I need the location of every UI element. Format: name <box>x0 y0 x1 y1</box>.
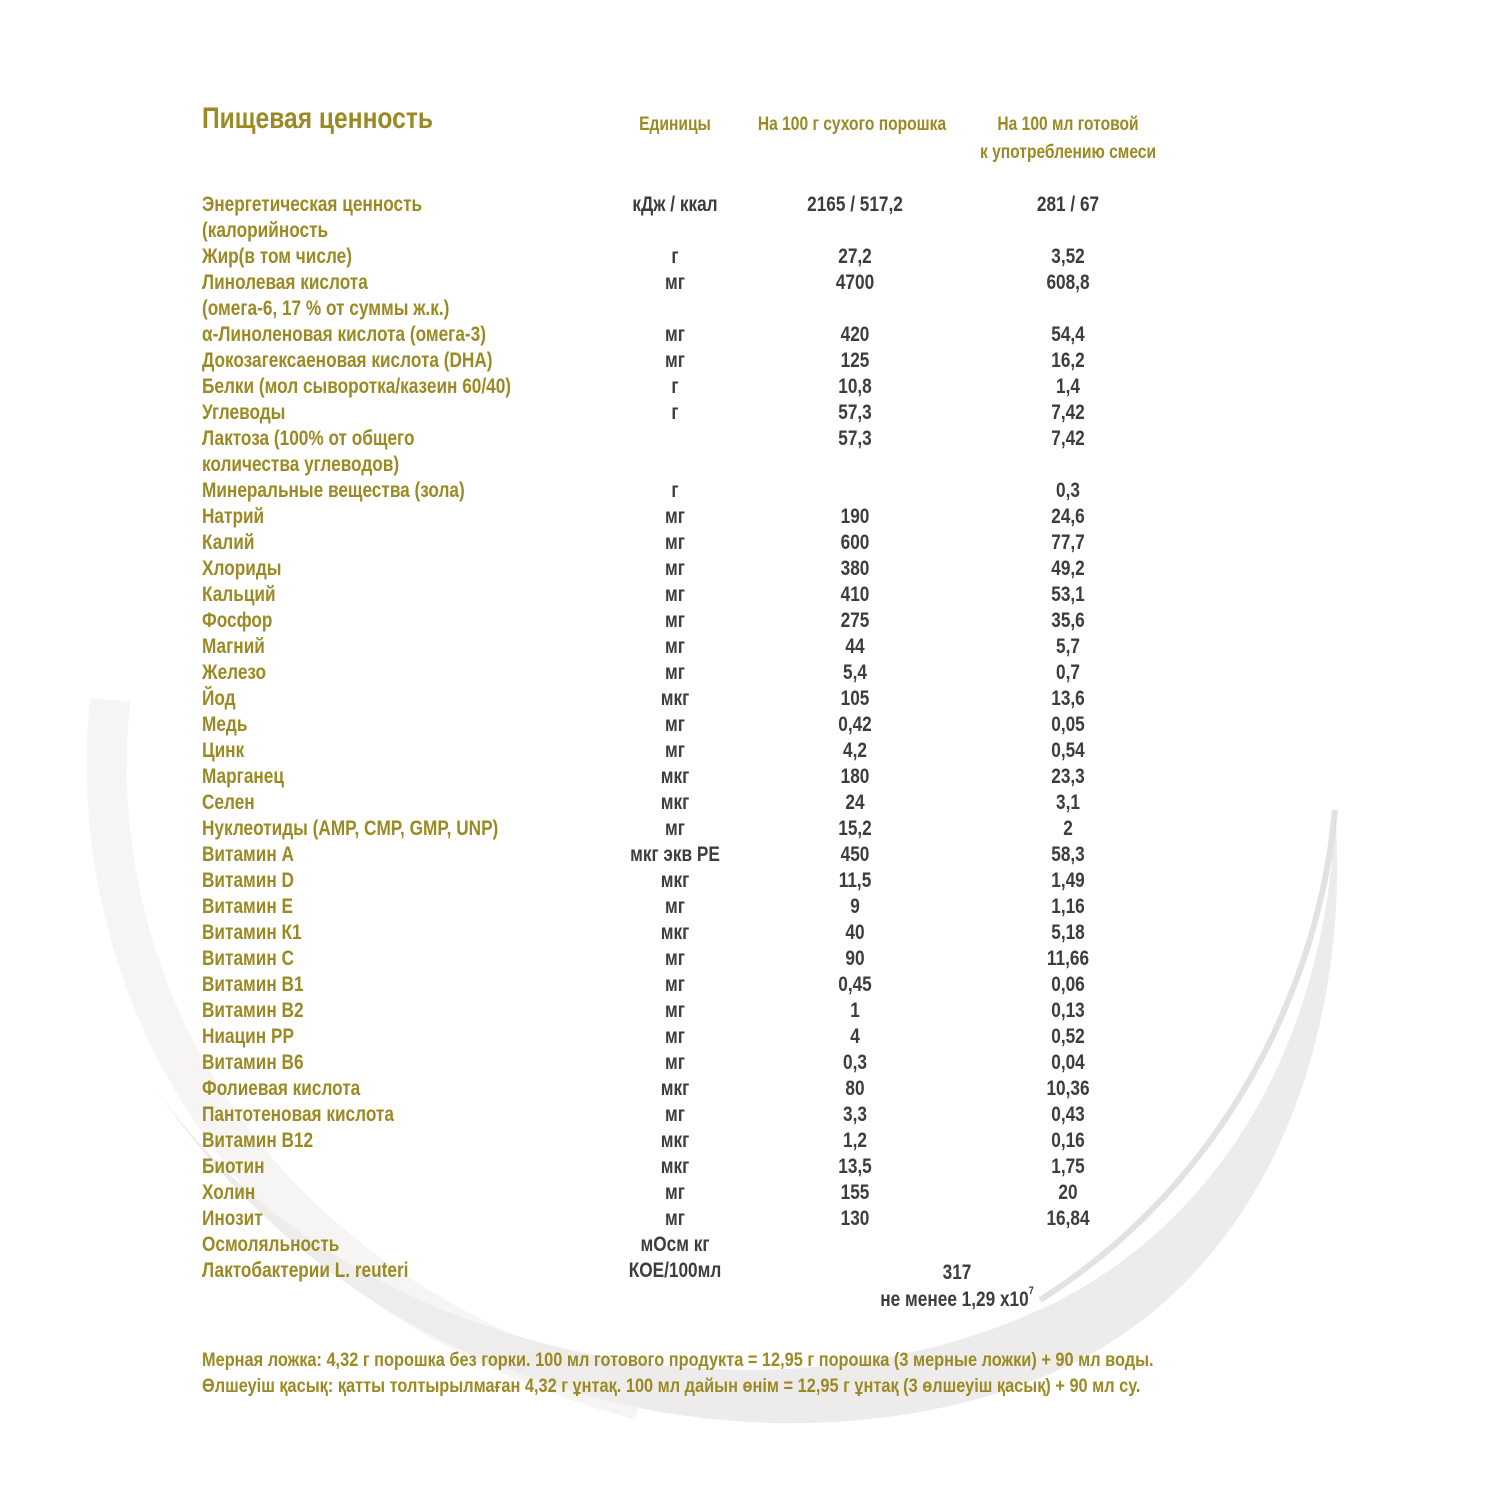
value-per-100g: 11,5 <box>838 869 872 892</box>
value-per-100ml: 53,1 <box>1051 583 1085 606</box>
value-per-100g: 2165 / 517,2 <box>807 193 903 216</box>
nutrient-name: Линолевая кислота <box>202 271 368 294</box>
nutrient-name: Ниацин РР <box>202 1025 294 1048</box>
nutrient-name: Витамин D <box>202 869 294 892</box>
value-per-100g: 0,45 <box>838 973 872 996</box>
value-per-100g: 1,2 <box>843 1129 867 1152</box>
value-per-100ml: 608,8 <box>1046 271 1090 294</box>
value-per-100g: 155 <box>840 1181 870 1204</box>
value-per-100ml: 7,42 <box>1051 401 1085 424</box>
value-per-100g: 13,5 <box>838 1155 872 1178</box>
header-per-100ml-line2: к употреблению смеси <box>979 142 1157 163</box>
value-per-100g: 600 <box>840 531 870 554</box>
value-per-100g: 44 <box>845 635 865 658</box>
value-per-100g: 15,2 <box>838 817 872 840</box>
page-title: Пищевая ценность <box>202 102 433 135</box>
nutrient-unit: мкг <box>660 869 690 892</box>
value-per-100ml: 16,84 <box>1046 1207 1090 1230</box>
nutrient-name: Железо <box>202 661 267 684</box>
nutrient-name: Витамин С <box>202 947 294 970</box>
value-per-100ml: 54,4 <box>1051 323 1085 346</box>
nutrient-unit: мг <box>665 349 685 372</box>
value-per-100ml: 0,13 <box>1051 999 1085 1022</box>
nutrient-unit: мг <box>665 1207 685 1230</box>
value-per-100ml: 1,49 <box>1051 869 1085 892</box>
nutrient-unit: мг <box>665 817 685 840</box>
value-per-100g: 4,2 <box>843 739 867 762</box>
value-per-100g: 4 <box>850 1025 860 1048</box>
nutrient-unit: мг <box>665 1181 685 1204</box>
nutrient-name: Витамин В1 <box>202 973 304 996</box>
nutrient-name: Витамин Е <box>202 895 294 918</box>
value-per-100ml: 7,42 <box>1051 427 1085 450</box>
nutrient-unit: мг <box>665 1025 685 1048</box>
nutrient-unit: мкг <box>660 765 690 788</box>
value-per-100ml: 0,06 <box>1051 973 1085 996</box>
nutrient-unit: мг <box>665 635 685 658</box>
value-per-100g: 0,42 <box>838 713 872 736</box>
value-per-100ml: 77,7 <box>1051 531 1085 554</box>
nutrient-name: Марганец <box>202 765 284 788</box>
osmolality-value: 317 <box>942 1261 972 1284</box>
nutrient-name: Натрий <box>202 505 265 528</box>
value-per-100g: 450 <box>840 843 870 866</box>
nutrient-name: Углеводы <box>202 401 286 424</box>
value-per-100g: 275 <box>840 609 870 632</box>
value-per-100ml: 16,2 <box>1051 349 1085 372</box>
nutrient-unit: мкг <box>660 921 690 944</box>
nutrient-unit: мг <box>665 1103 685 1126</box>
nutrient-name: α-Линоленовая кислота (омега-3) <box>202 323 486 346</box>
value-per-100g: 9 <box>850 895 860 918</box>
nutrient-name: Инозит <box>202 1207 263 1230</box>
nutrient-unit: мкг экв РЕ <box>630 843 720 866</box>
nutrient-name: Энергетическая ценность <box>202 193 423 216</box>
value-per-100ml: 0,05 <box>1051 713 1085 736</box>
nutrient-unit: мг <box>665 973 685 996</box>
value-per-100ml: 58,3 <box>1051 843 1085 866</box>
nutrient-name: Селен <box>202 791 255 814</box>
nutrient-name: Хлориды <box>202 557 282 580</box>
nutrient-unit: мг <box>665 999 685 1022</box>
nutrient-name: Фосфор <box>202 609 273 632</box>
nutrient-name: Белки (мол сыворотка/казеин 60/40) <box>202 375 512 398</box>
value-per-100ml: 1,75 <box>1051 1155 1085 1178</box>
nutrient-unit: мкг <box>660 1077 690 1100</box>
value-per-100ml: 5,18 <box>1051 921 1085 944</box>
value-per-100g: 125 <box>840 349 870 372</box>
nutrient-name: Лактобактерии L. reuteri <box>202 1259 409 1282</box>
nutrient-unit: г <box>671 401 679 424</box>
nutrient-name: Жир(в том числе) <box>202 245 352 268</box>
value-per-100ml: 20 <box>1058 1181 1078 1204</box>
nutrient-unit: КОЕ/100мл <box>628 1259 722 1282</box>
nutrient-unit: мг <box>665 583 685 606</box>
nutrient-unit: мг <box>665 1051 685 1074</box>
value-per-100ml: 0,7 <box>1056 661 1080 684</box>
nutrient-name-continuation: количества углеводов) <box>202 453 400 476</box>
nutrient-name: Кальций <box>202 583 276 606</box>
nutrient-name: Йод <box>202 687 236 710</box>
nutrient-unit: мкг <box>660 791 690 814</box>
value-per-100g: 3,3 <box>843 1103 867 1126</box>
nutrient-unit: мг <box>665 947 685 970</box>
value-per-100ml: 1,16 <box>1051 895 1085 918</box>
nutrient-name: Фолиевая кислота <box>202 1077 361 1100</box>
nutrient-unit: г <box>671 479 679 502</box>
nutrient-name: Витамин А <box>202 843 294 866</box>
nutrient-unit: кДж / ккал <box>632 193 718 216</box>
nutrient-unit: мкг <box>660 687 690 710</box>
value-per-100ml: 3,52 <box>1051 245 1085 268</box>
value-per-100g: 1 <box>850 999 860 1022</box>
header-per-100g: На 100 г сухого порошка <box>757 114 947 135</box>
value-per-100g: 27,2 <box>838 245 872 268</box>
nutrient-name-continuation: (калорийность <box>202 219 329 242</box>
nutrient-unit: мкг <box>660 1155 690 1178</box>
value-per-100g: 90 <box>845 947 865 970</box>
value-per-100ml: 281 / 67 <box>1036 193 1100 216</box>
nutrient-name-continuation: (омега-6, 17 % от суммы ж.к.) <box>202 297 450 320</box>
nutrient-name: Лактоза (100% от общего <box>202 427 415 450</box>
nutrient-unit: г <box>671 245 679 268</box>
note-ru: Мерная ложка: 4,32 г порошка без горки. 100 мл готового продукта = 12,95 г порошка (3 мерные ложки) + 90 мл воды. <box>202 1350 1154 1371</box>
nutrient-unit: мкг <box>660 1129 690 1152</box>
nutrient-unit: мг <box>665 661 685 684</box>
value-per-100g: 130 <box>840 1207 870 1230</box>
nutrient-name: Витамин К1 <box>202 921 302 944</box>
value-per-100ml: 0,54 <box>1051 739 1085 762</box>
value-per-100ml: 0,43 <box>1051 1103 1085 1126</box>
nutrient-name: Витамин В6 <box>202 1051 304 1074</box>
nutrient-name: Докозагексаеновая кислота (DHA) <box>202 349 493 372</box>
value-per-100g: 57,3 <box>838 401 872 424</box>
header-units: Единицы <box>639 114 711 135</box>
value-per-100g: 0,3 <box>843 1051 867 1074</box>
nutrient-name: Нуклеотиды (AMP, CMP, GMP, UNP) <box>202 817 499 840</box>
nutrient-name: Холин <box>202 1181 256 1204</box>
nutrient-unit: мг <box>665 323 685 346</box>
nutrient-unit: мОсм кг <box>640 1233 710 1256</box>
nutrient-unit: мг <box>665 609 685 632</box>
value-per-100g: 10,8 <box>838 375 872 398</box>
value-per-100ml: 0,52 <box>1051 1025 1085 1048</box>
value-per-100ml: 24,6 <box>1051 505 1085 528</box>
header-per-100ml: На 100 мл готовой <box>997 114 1139 135</box>
nutrient-name: Минеральные вещества (зола) <box>202 479 465 502</box>
value-per-100ml: 11,66 <box>1046 947 1090 970</box>
value-per-100ml: 0,16 <box>1051 1129 1085 1152</box>
nutrient-unit: мг <box>665 505 685 528</box>
value-per-100ml: 23,3 <box>1051 765 1085 788</box>
nutrient-name: Биотин <box>202 1155 265 1178</box>
value-per-100g: 420 <box>840 323 870 346</box>
value-per-100ml: 10,36 <box>1046 1077 1090 1100</box>
value-per-100ml: 13,6 <box>1051 687 1085 710</box>
nutrient-name: Пантотеновая кислота <box>202 1103 394 1126</box>
nutrient-unit: мг <box>665 895 685 918</box>
value-per-100ml: 49,2 <box>1051 557 1085 580</box>
nutrient-unit: мг <box>665 713 685 736</box>
value-per-100g: 105 <box>840 687 870 710</box>
nutrient-name: Медь <box>202 713 248 736</box>
value-per-100g: 410 <box>840 583 870 606</box>
nutrient-name: Витамин В12 <box>202 1129 314 1152</box>
value-per-100ml: 1,4 <box>1056 375 1080 398</box>
value-per-100ml: 3,1 <box>1056 791 1080 814</box>
nutrient-unit: мг <box>665 531 685 554</box>
nutrient-name: Цинк <box>202 739 245 762</box>
nutrient-name: Калий <box>202 531 255 554</box>
nutrient-unit: г <box>671 375 679 398</box>
value-per-100g: 4700 <box>835 271 875 294</box>
value-per-100g: 5,4 <box>843 661 867 684</box>
nutrient-name: Осмоляльность <box>202 1233 340 1256</box>
value-per-100g: 80 <box>845 1077 865 1100</box>
value-per-100g: 57,3 <box>838 427 872 450</box>
nutrient-unit: мг <box>665 557 685 580</box>
value-per-100g: 24 <box>845 791 865 814</box>
value-per-100ml: 5,7 <box>1056 635 1080 658</box>
value-per-100g: 380 <box>840 557 870 580</box>
value-per-100ml: 0,3 <box>1056 479 1080 502</box>
note-kk: Өлшеуіш қасық: қатты толтырылмаған 4,32 г ұнтақ. 100 мл дайын өнім = 12,95 г ұнтақ (3 өлшеуіш қасық) + 90 мл су. <box>202 1376 1141 1397</box>
value-per-100ml: 2 <box>1063 817 1073 840</box>
nutrient-name: Магний <box>202 635 265 658</box>
value-per-100g: 190 <box>840 505 870 528</box>
value-per-100ml: 0,04 <box>1051 1051 1085 1074</box>
nutrient-unit: мг <box>665 271 685 294</box>
lactobacteria-value: не менее 1,29 $х10^7$ <box>880 1285 1034 1311</box>
value-per-100ml: 35,6 <box>1051 609 1085 632</box>
value-per-100g: 180 <box>840 765 870 788</box>
value-per-100g: 40 <box>845 921 865 944</box>
nutrient-unit: мг <box>665 739 685 762</box>
nutrient-name: Витамин В2 <box>202 999 304 1022</box>
